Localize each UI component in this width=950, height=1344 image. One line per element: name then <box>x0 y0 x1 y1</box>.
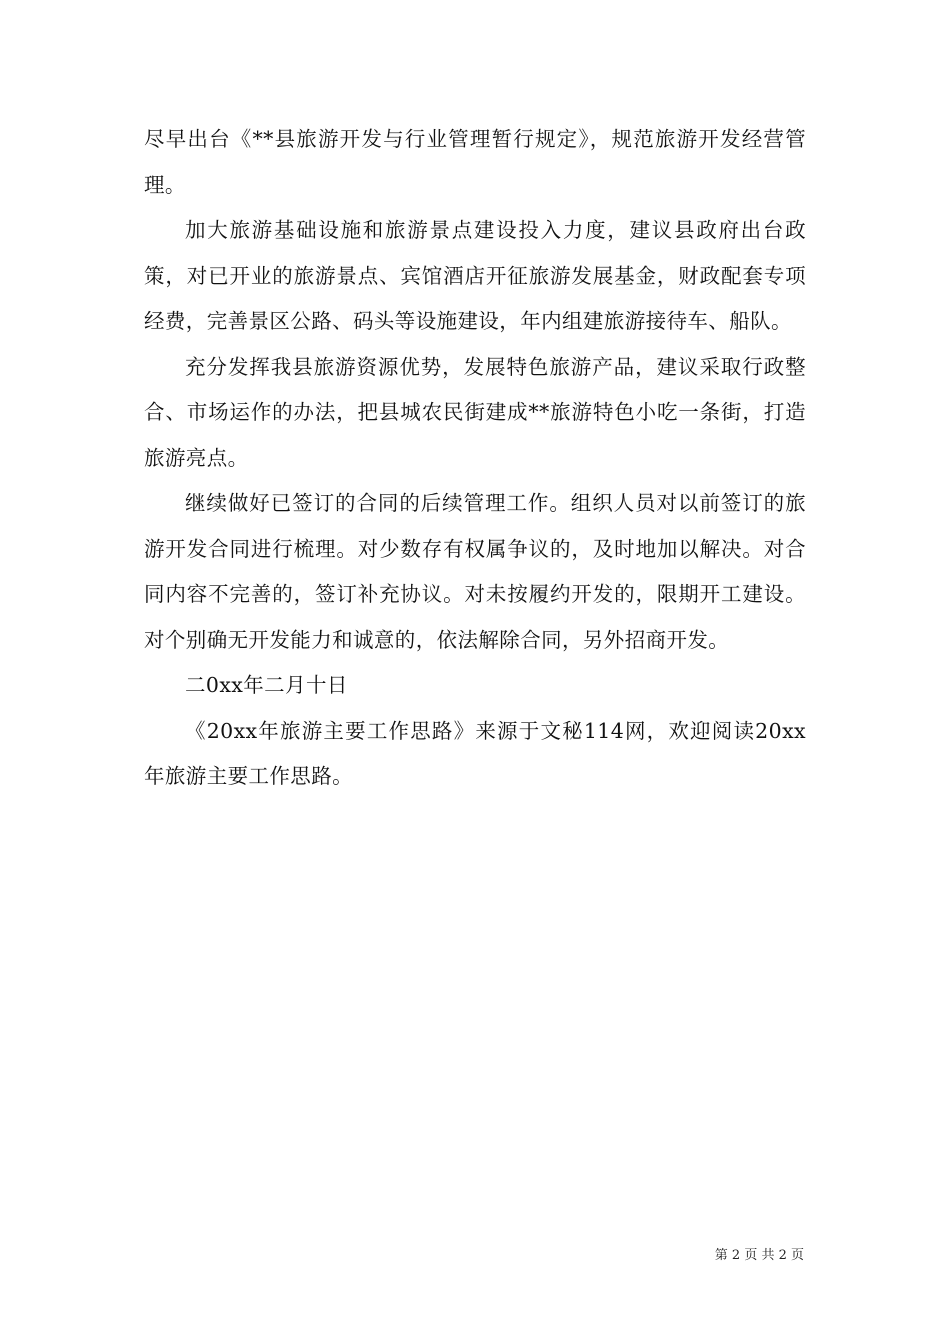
paragraph-infrastructure: 加大旅游基础设施和旅游景点建设投入力度，建议县政府出台政策，对已开业的旅游景点、宾馆酒店开征旅游发展基金，财政配套专项经费，完善景区公路、码头等设施建设，年内组建旅游接待车、船队。 <box>144 218 806 333</box>
paragraph-date: 二0xx年二月十日 <box>185 673 348 697</box>
paragraph-regulation: 尽早出台《**县旅游开发与行业管理暂行规定》，规范旅游开发经营管理。 <box>144 127 806 197</box>
paragraph-tourism-products: 充分发挥我县旅游资源优势，发展特色旅游产品，建议采取行政整合、市场运作的办法，把县城农民街建成**旅游特色小吃一条街，打造旅游亮点。 <box>144 354 806 470</box>
paragraph-source-note: 《20xx年旅游主要工作思路》来源于文秘114网，欢迎阅读20xx年旅游主要工作思路。 <box>144 718 806 788</box>
paragraph-contract-management: 继续做好已签订的合同的后续管理工作。组织人员对以前签订的旅游开发合同进行梳理。对少数存有权属争议的，及时地加以解决。对合同内容不完善的，签订补充协议。对未按履约开发的，限期开工建设。对个别确无开发能力和诚意的，依法解除合同，另外招商开发。 <box>144 491 806 652</box>
page-number: 第 2 页 共 2 页 <box>714 1248 804 1263</box>
document-body <box>144 117 806 800</box>
